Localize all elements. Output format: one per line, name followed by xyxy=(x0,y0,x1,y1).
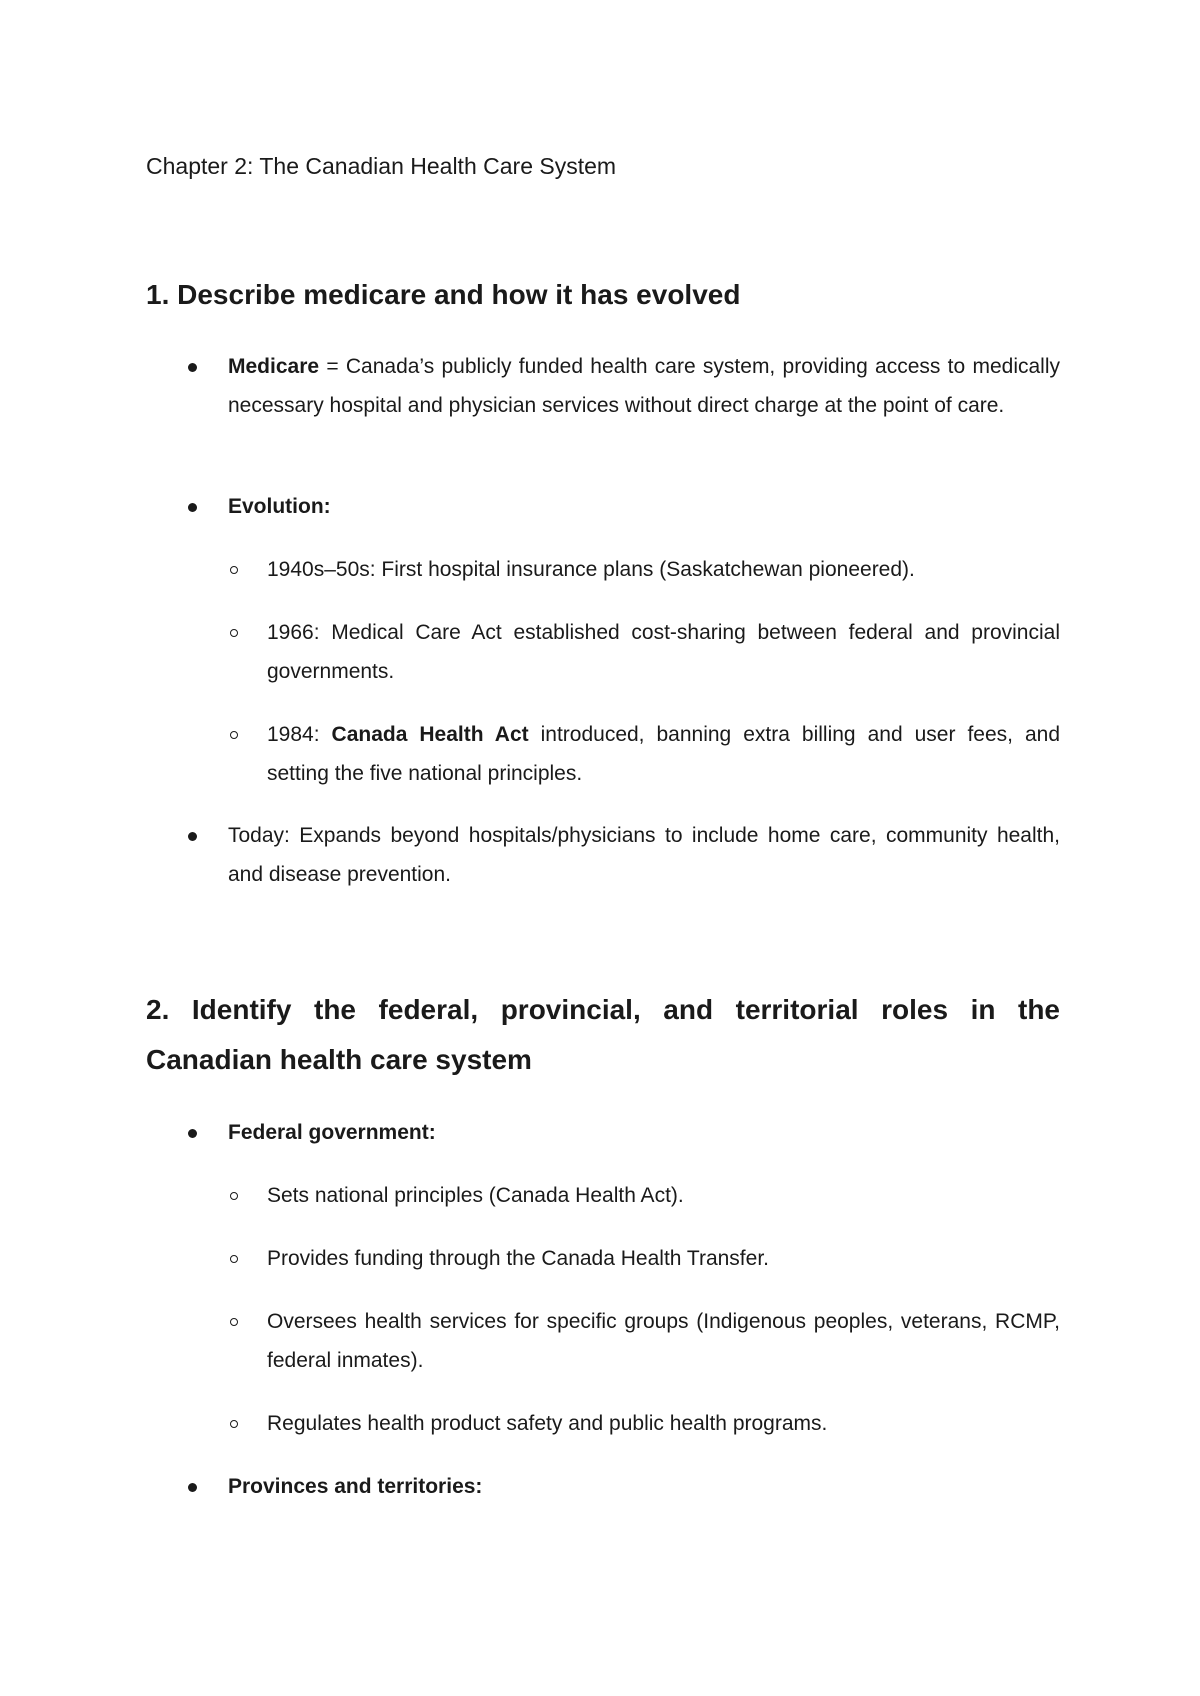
circle-bullet-icon xyxy=(230,629,238,637)
circle-bullet-icon xyxy=(230,731,238,739)
evolution-item-1984: 1984: Canada Health Act introduced, banning extra billing and user fees, and setting the five national principles. xyxy=(267,723,1061,785)
evolution-item: 1966: Medical Care Act established cost-sharing between federal and provincial governments. xyxy=(267,621,1060,683)
chapter-title: Chapter 2: The Canadian Health Care System xyxy=(146,153,617,179)
section-2-heading: 2. Identify the federal, provincial, and territorial roles in the Canadian health care system xyxy=(146,994,1060,1075)
federal-item: Sets national principles (Canada Health Act). xyxy=(267,1184,684,1207)
federal-label: Federal government: xyxy=(228,1121,436,1144)
circle-bullet-icon xyxy=(230,1192,238,1200)
federal-item: Provides funding through the Canada Health Transfer. xyxy=(267,1247,769,1270)
circle-bullet-icon xyxy=(230,1318,238,1326)
circle-bullet-icon xyxy=(230,1420,238,1428)
bullet-icon xyxy=(188,363,197,372)
federal-item: Oversees health services for specific groups (Indigenous peoples, veterans, RCMP, federal inmates). xyxy=(267,1310,1060,1372)
provinces-label: Provinces and territories: xyxy=(228,1475,483,1498)
circle-bullet-icon xyxy=(230,566,238,574)
today-item: Today: Expands beyond hospitals/physicians to include home care, community health, and disease prevention. xyxy=(228,824,1060,886)
medicare-term: Medicare xyxy=(228,355,320,378)
bullet-icon xyxy=(188,503,197,512)
bullet-icon xyxy=(188,1483,197,1492)
medicare-definition xyxy=(228,347,1060,425)
evolution-label: Evolution: xyxy=(228,495,331,518)
section-1-heading: 1. Describe medicare and how it has evolved xyxy=(146,279,741,310)
bullet-icon xyxy=(188,832,197,841)
evolution-item: 1940s–50s: First hospital insurance plans (Saskatchewan pioneered). xyxy=(267,558,915,581)
circle-bullet-icon xyxy=(230,1255,238,1263)
bullet-icon xyxy=(188,1129,197,1138)
medicare-definition-text: = Canada’s publicly funded health care system, providing access to medically necessary hospital and physician services without direct charge at the point of care. xyxy=(228,355,1060,417)
canada-health-act-term: Canada Health Act xyxy=(331,723,529,746)
federal-item: Regulates health product safety and public health programs. xyxy=(267,1412,828,1435)
